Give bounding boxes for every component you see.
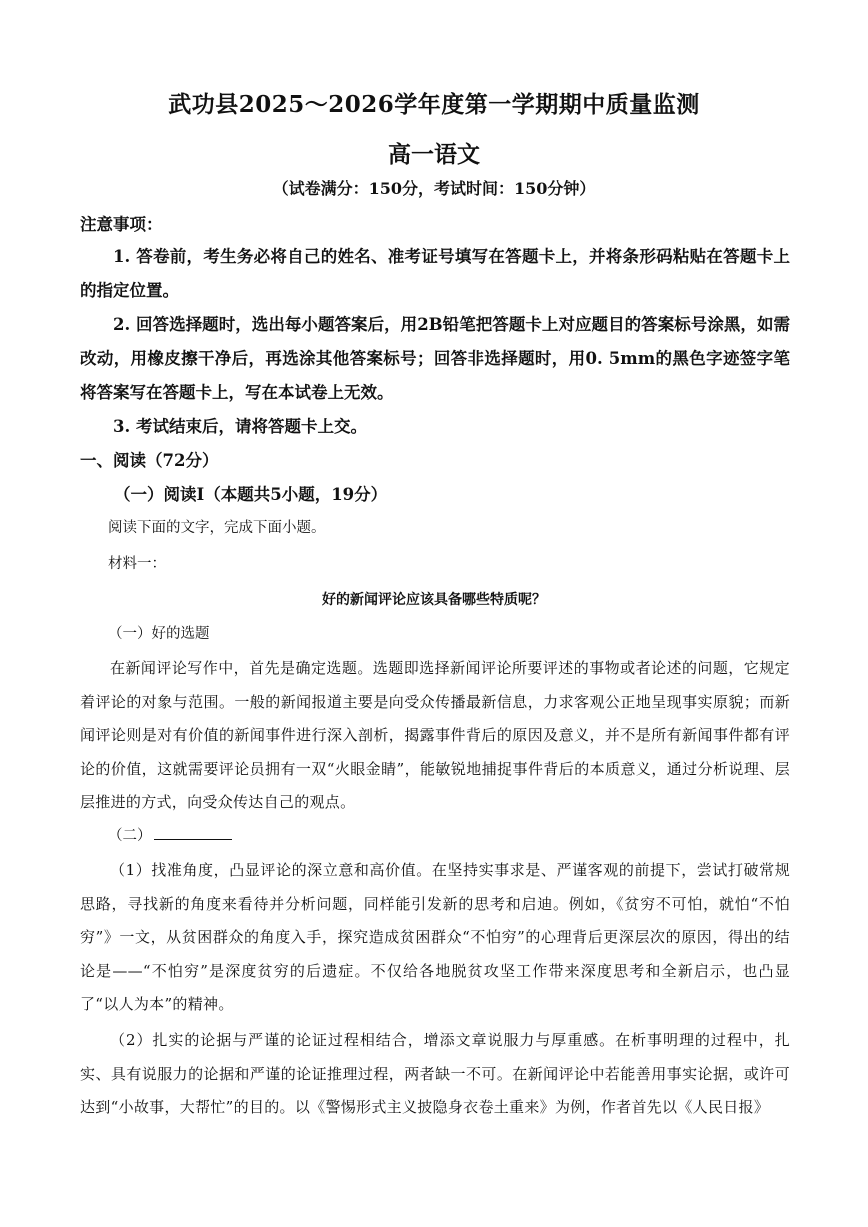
notice-item-2: 2. 回答选择题时，选出每小题答案后，用2B铅笔把答题卡上对应题目的答案标号涂黑，如需改动，用橡皮擦干净后，再选涂其他答案标号；回答非选择题时，用0. 5mm的黑色字迹签字笔将答案写在答题卡上，写在本试卷上无效。 — [80, 315, 790, 402]
exam-info: （试卷满分：150分，考试时间：150分钟） — [272, 179, 596, 198]
subsection-title: （一）阅读Ⅰ（本题共5小题，19分） — [114, 485, 388, 504]
article-heading-2-label: （二） — [108, 828, 152, 844]
exam-title: 武功县2025～2026学年度第一学期期中质量监测 — [168, 91, 700, 118]
article-paragraph-2: （1）找准角度，凸显评论的深立意和高价值。在坚持实事求是、严谨客观的前提下，尝试打破常规思路，寻找新的角度来看待并分析问题，同样能引发新的思考和启迪。例如，《贫穷不可怕，就怕“不怕穷”》一文，从贫困群众的角度入手，探究造成贫困群众“不怕穷”的心理背后更深层次的原因，得出的结论是——“不怕穷”是深度贫穷的后遗症。不仅给各地脱贫攻坚工作带来深度思考和全新启示，也凸显了“以人为本”的精神。 — [80, 861, 790, 1014]
notice-heading: 注意事项： — [80, 215, 163, 234]
subject-title: 高一语文 — [388, 141, 480, 168]
section-title: 一、阅读（72分） — [80, 451, 219, 470]
material-label: 材料一： — [108, 556, 166, 572]
notice-item-1: 1. 答卷前，考生务必将自己的姓名、准考证号填写在答题卡上，并将条形码粘贴在答题卡上的指定位置。 — [80, 247, 790, 300]
article-heading-2 — [108, 822, 232, 850]
article-paragraph-3: （2）扎实的论据与严谨的论证过程相结合，增添文章说服力与厚重感。在析事明理的过程中，扎实、具有说服力的论据和严谨的论证推理过程，两者缺一不可。在新闻评论中若能善用事实论据，或许可达到“小故事，大帮忙”的目的。以《警惕形式主义披隐身衣卷土重来》为例，作者首先以《人民日报》 — [80, 1031, 790, 1117]
reading-instruction: 阅读下面的文字，完成下面小题。 — [108, 520, 326, 536]
article-heading-1: （一）好的选题 — [108, 626, 210, 642]
fill-in-blank — [154, 823, 232, 840]
notice-item-3: 3. 考试结束后，请将答题卡上交。 — [113, 417, 367, 436]
article-paragraph-1: 在新闻评论写作中，首先是确定选题。选题即选择新闻评论所要评述的事物或者论述的问题，它规定着评论的对象与范围。一般的新闻报道主要是向受众传播最新信息，力求客观公正地呈现事实原貌；而新闻评论则是对有价值的新闻事件进行深入剖析，揭露事件背后的原因及意义，并不是所有新闻事件都有评论的价值，这就需要评论员拥有一双“火眼金睛”，能敏锐地捕捉事件背后的本质意义，通过分析说理、层层推进的方式，向受众传达自己的观点。 — [80, 659, 790, 812]
article-title: 好的新闻评论应该具备哪些特质呢？ — [322, 592, 546, 608]
